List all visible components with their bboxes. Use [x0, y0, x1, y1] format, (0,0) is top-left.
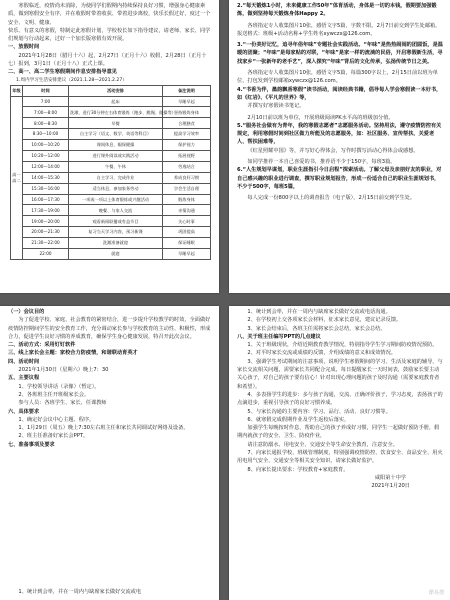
table-header-row — [11, 85, 211, 96]
paragraph: 并撰写好寒假读书笔记。 — [247, 103, 305, 110]
section-heading: 七、准备事项及要求 — [8, 441, 55, 448]
activity-cell: 复习当天学习内容，预习新课 — [69, 227, 163, 238]
activity-cell: 就寝 — [69, 249, 163, 260]
table-row — [11, 140, 211, 151]
activity-cell: 自主学习（语文、数学、英语等科目） — [69, 129, 163, 140]
paragraph: 加强学生每晚按时作息，帮助自己的孩子养成好习惯，同学生一起做好预防手册，假期内就孩子的安全、卫生、防疫作业， — [237, 425, 440, 440]
paragraph: 5、与家长沟通的主要内容：学习、品行、活动、良好习惯等。 — [247, 408, 391, 415]
time-cell: 10:00—10:20 — [23, 140, 69, 151]
time-cell: 14:00—15:30 — [23, 172, 69, 183]
section-heading: 3.“一份美好记忆，追寻年俗年味”专题社会实践活动。“年味”是热热闹闹的团圆饭，是温暖的团聚；“年味”是每家贴的对联，“年味”是家一样的流淌的民俗，开启寒假新生活，寻找家乡“一张新年的老手艺”，深入探究“年味”背后的文化传承，弘扬传统节日之美。 — [237, 42, 443, 65]
note-cell: 坚持锻炼身体 — [163, 107, 211, 118]
activity-cell: 自主学习、完成作业 — [69, 172, 163, 183]
paragraph: 8、向家长提出要求：学校教育+家庭教育。 — [247, 466, 349, 473]
paragraph: 2、对平时家长交流或成绩的反馈，介绍成绩的意义和成效情况。 — [247, 350, 396, 357]
activity-cell: 洗漱准备就寝 — [69, 238, 163, 249]
page-3-body — [0, 306, 219, 449]
paragraph: 7、向家长通报学校、班级管理制度，特别强调疫情防控、饮食安全、食品安全、用火用电用气安全、交通安全等相关安全知识，请家长做好监护。 — [237, 450, 443, 465]
note-cell: 合理膳食 — [163, 118, 211, 129]
paragraph: 2、各班班主任开班级家长会。 — [18, 391, 90, 398]
table-row — [11, 227, 211, 238]
table-row — [11, 107, 211, 118]
time-cell: 15:30—16:00 — [23, 183, 69, 194]
signature-date: 2021年1月20日 — [371, 483, 410, 490]
section-heading: 二、活动方式：采用钉钉软件 — [8, 342, 76, 349]
time-cell: 21:30—22:00 — [23, 238, 69, 249]
paragraph: 2、班主任准备好家长会PPT。 — [18, 433, 89, 440]
paragraph: 2月10日前以班为单位，开展班级阅读PK水平高的班级加分值。 — [247, 114, 394, 121]
paragraph: 3、家长会结束后，各班主任需将家长会总结，家长会总结。 — [247, 325, 386, 332]
paragraph: 请注意防溺水、用电安全、交通安全等生命安全教育，注意安全。 — [247, 441, 398, 448]
section-heading-dates: 一、放假时间 — [8, 44, 40, 51]
document-page-4 — [229, 306, 450, 600]
time-cell: 19:00—20:00 — [23, 216, 69, 227]
time-cell: 8:30—10:00 — [23, 129, 69, 140]
time-cell: 7:00—8:00 — [23, 107, 69, 118]
document-page-2 — [229, 0, 450, 293]
section-heading: 五、主要议程 — [8, 375, 40, 382]
table-row — [11, 161, 211, 172]
table-row — [11, 205, 211, 216]
time-cell: 22:00 — [23, 249, 69, 260]
paragraph: 3、强调学生考试期间的注意事项，说明学生寒假期间的学习、生活及家庭的辅导，与家长交流相关问题，需要家长共同配合完成，每日提醒家长一天时间表，鼓励家长要主动关心孩子，对自己的孩子要有信心！针对出现心理问题的孩子及时沟通（需要家庭教育者和希望）。 — [237, 358, 443, 390]
note-cell: 提高学习效率 — [163, 129, 211, 140]
table-row — [11, 172, 211, 183]
time-cell: 10:20—12:00 — [23, 151, 69, 162]
header-grade: 年级 — [11, 85, 23, 96]
schedule-body — [11, 96, 211, 259]
page-4-body — [229, 306, 450, 474]
schedule-caption: 1.周内学习生活安排建议（2021.1.28—2021.2.27） — [16, 77, 127, 83]
intro-paragraph-2: 快乐、有意义的寒假，特制定此寒假计划，学校校长如下指导建议，请老师、家长、同学们规划与行动起来，过好一个加长版寒假有效开展。 — [8, 27, 211, 43]
section-heading: 四、活动时间 — [8, 358, 40, 365]
table-row — [11, 129, 211, 140]
grade-cell: 高一高二 — [11, 96, 23, 259]
note-cell: 养成良好习惯 — [163, 172, 211, 183]
table-row — [11, 194, 211, 205]
activity-cell: 一项或一项以上体育锻炼或兴趣活动 — [69, 194, 163, 205]
paragraph: 6、就寒假完成假期作业及学生返校后落实， — [247, 416, 350, 423]
paragraph: 1、1月29日（周五）晚上7:30左右班主任和家长共同调试好网络及设备， — [18, 425, 189, 432]
section-heading: 三、线上家长会主题：家校合力防疫情，和谐联动育英才 — [8, 350, 138, 357]
activity-cell: 进行课外阅读或实践活动 — [69, 151, 163, 162]
header-time: 时间 — [23, 85, 69, 96]
note-cell: 巩固提高 — [163, 227, 211, 238]
note-cell: 关心时事 — [163, 216, 211, 227]
time-cell: 7:00 — [23, 96, 69, 107]
time-cell: 20:00—21:30 — [23, 227, 69, 238]
page-3-footer-text: 1、统计到会率，并在一周内与缺席家长做好交流或电 — [18, 588, 142, 595]
activity-cell: 起床 — [69, 96, 163, 107]
activity-cell: 课间休息、眼保健操 — [69, 140, 163, 151]
note-cell: 早睡早起 — [163, 249, 211, 260]
table-row — [11, 183, 211, 194]
activity-cell: 观看新闻联播或有益节目 — [69, 216, 163, 227]
table-row — [11, 216, 211, 227]
table-row — [11, 249, 211, 260]
section-heading: 2.“每天锻炼1小时，未来健康工作50年”体育活动，身体是一切的本钱，假期要加强锻炼，做到坚持每天锻炼身体Happy 2。 — [237, 3, 437, 18]
paragraph: 1、确定好会议中心主题、程序。 — [18, 416, 95, 423]
paragraph: 4、多表扬学生的进步：多与孩子沟通，交流、正确评价孩子，学习态度，表扬孩子的点滴进步，重视引导孩子的良好习惯养成。 — [237, 391, 443, 407]
section-heading: 5.“服务社会做有为青年，我的寒假志愿者”志愿服务活动。坚持用法，遵守疫情防控有关规定，利用寒假时间到社区做力所能及的志愿服务，如：社区服务、宣传帮扶、关爱老人、帮扶困难等， — [237, 122, 442, 146]
note-cell: 早睡早起 — [163, 96, 211, 107]
activity-cell: 早餐 — [69, 118, 163, 129]
paragraph: 《红星照耀中国》等，并写好心得体会，写作时撰写活动心得体会或感想。 — [247, 147, 419, 154]
table-row — [11, 118, 211, 129]
holiday-dates: 2021年1月28日（腊月十六）起，2月27日（正月十六）收假，2月28日（正月十七）报到，3月1日（正月十八）正式上课。 — [8, 52, 207, 68]
paragraph: 为了促进学校、家庭、社会教育的紧密结合，进一步提升学校教学的时效，全面做好疫情防控期间学生的安全教育工作，充分调动家长参与学校教育的主动性、积极性，形成合力，促进学生良好习惯的养成教育，确保学生身心健康发展，特召开此次会议。 — [8, 317, 211, 340]
paragraph: 各班指定专人收集图片10张，感悟文字5篇，字数不限。2月7日前交到学生处邮箱，报送格式：班级+活动名称+学生姓名xywczx@126.com。 — [237, 22, 441, 37]
note-cell: 学会生活自理 — [163, 183, 211, 194]
activity-cell: 适当休息，参加家务劳动 — [69, 183, 163, 194]
daily-schedule-table — [10, 85, 211, 260]
activity-cell: 晚餐、与家人交流 — [69, 205, 163, 216]
paragraph: 如同学推荐一本自己喜爱的书，推荐语不少于150字，每班3篇。 — [247, 159, 396, 166]
section-heading-schedule: 二、高一、高二学生寒假期间作息安排指导意见 — [8, 69, 117, 76]
time-cell: 8:00—8:30 — [23, 118, 69, 129]
page-2-body — [229, 0, 450, 203]
paragraph: 各班指定专人收集图片10张，感悟文字5篇，每篇300字以上，2月15日前以班为单位，打包发到学校邮箱xywczx@126.com。 — [237, 70, 438, 85]
paragraph: 参与人员：各班学生、家长、任课教师 — [18, 400, 107, 407]
table-row — [11, 151, 211, 162]
document-page-1 — [0, 0, 219, 293]
note-cell: 保证睡眠 — [163, 238, 211, 249]
header-note: 备注说明 — [163, 85, 211, 96]
paragraph: 1、统计到会率，并在一周内与缺席家长做好交流或电话沟通。 — [247, 309, 391, 315]
intro-paragraph-1: 寒假临近，疫情尚未消除，为使同学们假期内持续保持良好习惯，增强身心健康素质，做到寒假安全有序，并在收假时带着收获、带着进步离校，快乐长假过好，度过一个安全、文明、健康、 — [8, 3, 211, 26]
note-cell: 锻炼身体 — [163, 194, 211, 205]
watermark-text: 酷易搜 — [428, 589, 444, 596]
note-cell: 亲情沟通 — [163, 205, 211, 216]
document-page-3 — [0, 306, 219, 600]
section-heading: （一）会议目的 — [8, 309, 45, 315]
paragraph: 2021年1月30日（星期六）晚上7：30 — [18, 367, 109, 374]
section-heading: 6.“人生规划早谋划，职业生涯指引今日启程”探索活动。了解父母及亲朋好友的职业，对自己感兴趣的职业进行调查，撰写职业规划报告，形成一份适合自己的职业生涯规划书，不少于500字，每班5篇， — [237, 167, 442, 190]
time-cell: 12:00—14:00 — [23, 161, 69, 172]
note-cell: 劳逸结合 — [163, 161, 211, 172]
section-heading: 4.“书香为伴，墨韵飘香寒假”读书活动，阅读经典书籍，倡导每人学会寒假读一本好书，如《红岩》、《平凡的世界》等， — [237, 86, 442, 101]
activity-cell: 洗漱、进行30分钟左右体育锻炼（跑步、跳绳、做操等） — [69, 107, 163, 118]
page-3-footer — [8, 588, 213, 596]
table-row — [11, 96, 211, 107]
paragraph: 每人完成一份800字以上的调查报告（电子版），2月15日前交到学生处。 — [247, 195, 416, 202]
header-activity: 活动安排 — [69, 85, 163, 96]
note-cell: 拓展视野 — [163, 151, 211, 162]
time-cell: 16:00—17:30 — [23, 194, 69, 205]
activity-cell: 午餐、午休 — [69, 161, 163, 172]
time-cell: 17:30—19:00 — [23, 205, 69, 216]
section-heading: 八、关于班主任编写PPT的几点建议 — [237, 333, 321, 340]
section-heading: 六、具体要求 — [8, 408, 40, 415]
paragraph: 1、关于班级现状，介绍近期教育教学情况，特别指导学生学习期间防疫情况预防。 — [247, 342, 438, 349]
note-cell: 保护视力 — [163, 140, 211, 151]
school-signature: 咸阳第十中学 — [374, 474, 406, 481]
paragraph: 1、学校领导讲话（录像）（暂定）。 — [18, 383, 100, 390]
table-row — [11, 238, 211, 249]
paragraph: 2、在学校初上交各项家长会材料，征求家长意见，建议记录反馈。 — [247, 317, 402, 324]
